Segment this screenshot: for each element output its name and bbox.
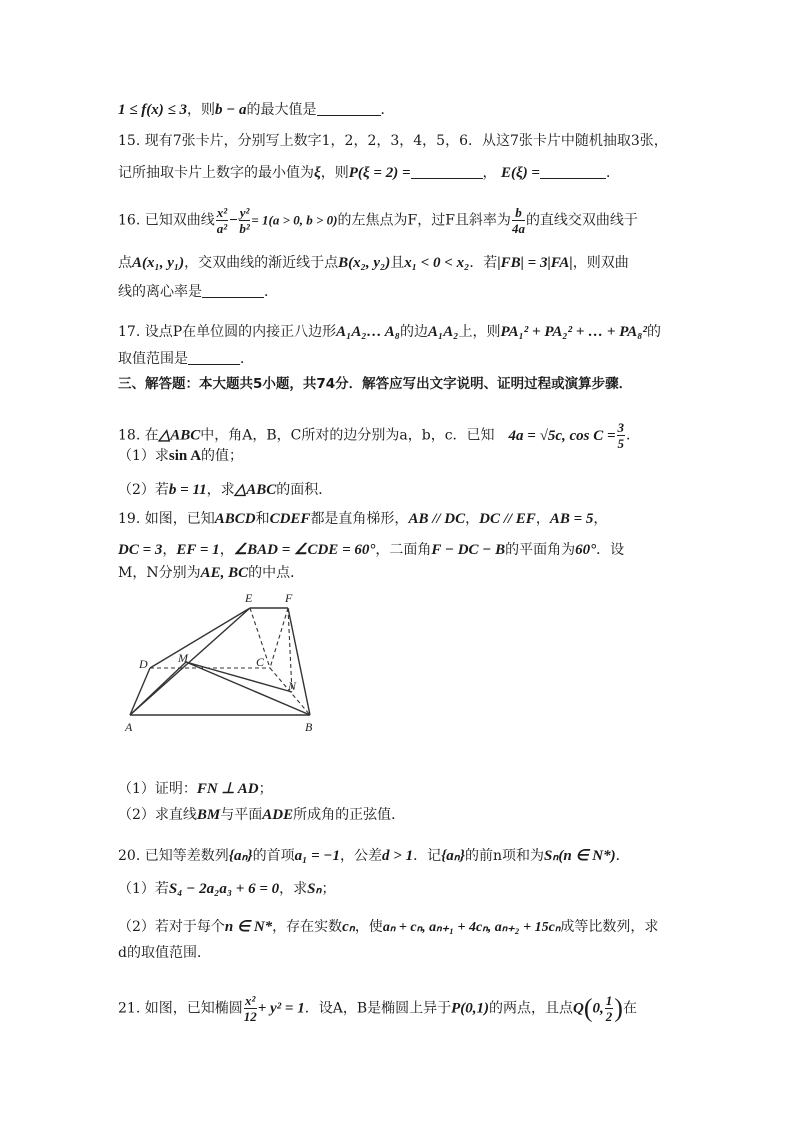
q21-number: 21. — [118, 1000, 141, 1017]
q16-relation: |FB| = 3|FA| — [497, 255, 573, 271]
q19-p1a: （1）证明： — [118, 781, 197, 797]
q20-line1 — [118, 846, 630, 866]
q18-mid: 中，角A，B，C所对的边分别为a，b，c．已知 — [200, 427, 495, 444]
q15-text2: 记所抽取卡片上数字的最小值为 — [118, 165, 314, 181]
q20-end: ． — [615, 848, 630, 864]
q20-mid4: 的前n项和为 — [465, 848, 545, 864]
label-C: C — [256, 655, 265, 669]
edge-FC-hidden — [270, 608, 288, 668]
section-3-heading: 三、解答题：本大题共5小题，共74分．解答应写出文字说明、证明过程或演算步骤． — [118, 376, 633, 392]
q15-line1 — [118, 131, 668, 151]
label-F: F — [285, 591, 293, 605]
q19-and: 和 — [255, 511, 270, 527]
q21-line1 — [118, 993, 637, 1024]
label-M: M — [178, 651, 188, 665]
q20-number: 20. — [118, 848, 141, 864]
q16-slope-fraction: $\frac{b}{4a}$ — [511, 205, 525, 236]
edge-DE — [150, 608, 250, 668]
q20-p2n: n ∈ N* — [224, 919, 273, 935]
q18-p1b: 的值； — [201, 448, 244, 464]
q16-l2e: ，则双曲 — [572, 255, 629, 271]
q20-p2b: ，存在实数 — [272, 919, 343, 935]
q15-number: 15. — [118, 133, 141, 149]
q21-q-fraction: $\frac{1}{2}$ — [605, 993, 613, 1024]
q19-line2 — [118, 540, 624, 560]
q19-bm: BM — [196, 807, 221, 823]
q14-condition: 1 ≤ f(x) ≤ 3 — [118, 102, 187, 118]
q19-pre: 如图，已知 — [144, 511, 215, 527]
q21-ellipse-fraction: $\frac{\text{x²}}{12}$ — [243, 993, 257, 1024]
q21-e-tail: + y² = 1 — [257, 1000, 305, 1017]
q19-abcd: ABCD — [214, 511, 256, 527]
q15-text3: ，则 — [320, 165, 349, 181]
label-B: B — [305, 720, 313, 734]
q19-p2b: 与平面 — [220, 807, 263, 823]
q14-tail-line — [118, 100, 395, 120]
q21-pre: 如图，已知椭圆 — [144, 1000, 243, 1017]
label-E: E — [245, 591, 253, 605]
q19-c2: DC // EF — [479, 511, 536, 527]
q16-line2 — [118, 253, 629, 273]
q19-l3a: M，N分别为 — [118, 565, 201, 581]
q15-prob: P(ξ = 2) = — [348, 165, 411, 181]
q19-p2a: （2）求直线 — [118, 807, 197, 823]
q15-blank-2[interactable] — [540, 164, 606, 179]
q20-seq2: {aₙ} — [441, 848, 465, 864]
q19-c5: EF = 1 — [176, 542, 220, 558]
q17-sum: PA₁² + PA₂² + … + PA₈² — [500, 324, 647, 340]
q18-triangle-2: △ABC — [234, 482, 277, 498]
q20-p2g: d的取值范围． — [118, 945, 211, 961]
q18-condition: 4a = √5c, cos C = — [508, 427, 616, 444]
q21-point-p: P(0,1) — [451, 1000, 490, 1017]
q19-number: 19. — [118, 511, 141, 527]
q16-tail1: 的直线交双曲线于 — [525, 212, 638, 229]
q15-xi: ξ — [314, 165, 321, 181]
q20-a1: a₁ = −1 — [294, 848, 341, 864]
q17-end: ． — [240, 351, 254, 367]
q19-comma-1: ， — [465, 511, 480, 527]
q14-end: ． — [380, 102, 395, 118]
q14-answer-blank[interactable] — [317, 101, 381, 116]
q16-answer-blank[interactable] — [202, 283, 264, 298]
q19-dihed: ，二面角 — [375, 542, 432, 558]
q19-line3 — [118, 563, 304, 583]
q18-p2a: （2）若 — [118, 482, 169, 498]
q16-fraction-x: $\frac{\text{x²}}{\text{a²}}$ — [216, 205, 228, 236]
q17-pre: 设点P在单位圆的内接正八边形 — [144, 324, 337, 340]
q16-end: ． — [264, 284, 278, 300]
q20-sn: Sₙ(n ∈ N*) — [544, 848, 616, 864]
q20-p2d: ，使 — [354, 919, 383, 935]
q17-line2 — [118, 349, 254, 369]
q16-pre: 已知双曲线 — [144, 212, 215, 229]
q14-text: ，则 — [186, 102, 215, 118]
q20-p2c: cₙ — [342, 919, 355, 935]
q21-mid2: 的两点，且点 — [489, 1000, 574, 1017]
q19-mn: AE, BC — [200, 565, 249, 581]
q21-paren-open: ( — [583, 993, 593, 1023]
q16-fraction-y: $\frac{\text{y²}}{\text{b²}}$ — [239, 205, 250, 236]
q20-p1b: ，求 — [279, 881, 308, 897]
q19-tail: ．设 — [596, 542, 625, 558]
q20-p1m: S₄ − 2a₂a₃ + 6 = 0 — [168, 881, 280, 897]
q19-plane: 的平面角为 — [505, 542, 576, 558]
q19-cdef: CDEF — [269, 511, 311, 527]
q20-p1s: Sₙ — [307, 881, 322, 897]
edge-MN — [186, 662, 292, 692]
q16-line1 — [118, 205, 638, 236]
q19-part1 — [118, 779, 273, 799]
q19-p1b: ； — [258, 781, 273, 797]
q17-line1 — [118, 322, 661, 342]
q21-mid: ．设A，B是椭圆上异于 — [304, 1000, 452, 1017]
q20-pre: 已知等差数列 — [144, 848, 229, 864]
q20-p2a: （2）若对于每个 — [118, 919, 225, 935]
q17-edge: A₁A₂ — [428, 324, 459, 340]
edge-AE — [130, 608, 250, 715]
q19-comma-2: ， — [535, 511, 550, 527]
q21-tail: 在 — [622, 1000, 637, 1017]
q14-expr: b − a — [214, 102, 247, 118]
q19-line1 — [118, 509, 607, 529]
q19-c4: DC = 3 — [118, 542, 163, 558]
q19-c1: AB // DC — [408, 511, 466, 527]
q16-l2d: ．若 — [469, 255, 498, 271]
q21-paren-close: ) — [614, 993, 623, 1023]
q18-end: ． — [626, 427, 641, 444]
q16-ineq: x₁ < 0 < x₂ — [404, 255, 470, 271]
q18-sinA: sin A — [168, 448, 202, 464]
q17-answer-blank[interactable] — [188, 350, 240, 365]
q18-pre: 在 — [144, 427, 159, 444]
q19-comma-5: ， — [219, 542, 234, 558]
q19-part2 — [118, 805, 405, 825]
q20-p1c: ； — [321, 881, 336, 897]
q16-l2b: ，交双曲线的渐近线于点 — [184, 255, 339, 271]
q18-b-value: b = 11 — [168, 482, 207, 498]
q18-triangle: △ABC — [158, 427, 201, 444]
q16-point-b: B(x₂, y₂) — [338, 255, 391, 271]
q17-number: 17. — [118, 324, 141, 340]
q17-mid: 的边 — [400, 324, 429, 340]
q17-l2: 取值范围是 — [118, 351, 188, 367]
q15-expect: E(ξ) = — [500, 165, 540, 181]
q15-text1: 现有7张卡片，分别写上数字1，2，2，3，4，5，6．从这7张卡片中随机抽取3张， — [144, 133, 668, 149]
q20-p1a: （1）若 — [118, 881, 169, 897]
q19-deg: 60° — [575, 542, 597, 558]
q19-ade: ADE — [262, 807, 294, 823]
q16-l2a: 点 — [118, 255, 132, 271]
q19-c6: ∠BAD = ∠CDE = 60° — [233, 542, 376, 558]
q20-part2-line1 — [118, 917, 658, 938]
q19-comma-3: ， — [593, 511, 608, 527]
q16-curve-cond: = 1(a > 0, b > 0) — [251, 212, 338, 228]
q15-line2 — [118, 163, 620, 183]
q17-mid2: 上，则 — [458, 324, 501, 340]
q15-blank-1[interactable] — [411, 164, 483, 179]
q20-mid2: ，公差 — [340, 848, 383, 864]
q17-tail: 的 — [647, 324, 661, 340]
q20-part2-line2 — [118, 943, 211, 963]
q20-seq: {aₙ} — [228, 848, 253, 864]
q15-end: ． — [605, 165, 620, 181]
q21-q0: 0, — [592, 1000, 604, 1017]
q16-l2c: 且 — [390, 255, 405, 271]
q14-question: 的最大值是 — [246, 102, 317, 118]
q21-q: Q — [573, 1000, 584, 1017]
q19-c3: AB = 5 — [549, 511, 594, 527]
q20-mid3: ．记 — [413, 848, 442, 864]
q18-p1a: （1）求 — [118, 448, 169, 464]
q20-p2e: aₙ + cₙ, aₙ₊₁ + 4cₙ, aₙ₊₂ + 15cₙ — [382, 920, 561, 935]
q19-comma-4: ， — [162, 542, 177, 558]
q19-angle: F − DC − B — [431, 542, 506, 558]
q16-point-a: A(x₁, y₁) — [132, 255, 185, 271]
q16-line3 — [118, 282, 278, 302]
q19-mid: 都是直角梯形， — [310, 511, 409, 527]
label-D: D — [139, 657, 148, 671]
q16-l3: 线的离心率是 — [118, 284, 202, 300]
q20-p2f: 成等比数列，求 — [560, 919, 659, 935]
q15-comma: ， — [482, 165, 497, 181]
q18-p2b: ，求 — [206, 482, 235, 498]
q18-cos-fraction: $\frac{3}{5}$ — [617, 420, 625, 451]
q18-part2 — [118, 480, 332, 500]
q16-minus: − — [229, 212, 238, 229]
q20-mid: 的首项 — [252, 848, 295, 864]
q18-p2c: 的面积． — [276, 482, 333, 498]
q16-mid1: 的左焦点为F，过F且斜率为 — [337, 212, 511, 229]
q20-part1 — [118, 879, 335, 899]
q17-octagon: A₁A₂… A₈ — [336, 324, 401, 340]
q20-d: d > 1 — [382, 848, 414, 864]
q18-number: 18. — [118, 427, 141, 444]
edge-FB — [288, 608, 310, 715]
q19-p2c: 所成角的正弦值． — [293, 807, 406, 823]
label-N: N — [288, 679, 297, 693]
q19-l3b: 的中点． — [248, 565, 305, 581]
q19-fn-ad: FN ⊥ AD — [196, 781, 259, 797]
q16-number: 16. — [118, 212, 141, 229]
q19-figure — [120, 590, 330, 740]
label-A: A — [125, 720, 133, 734]
edge-AD — [130, 668, 150, 715]
q18-part1 — [118, 446, 243, 466]
